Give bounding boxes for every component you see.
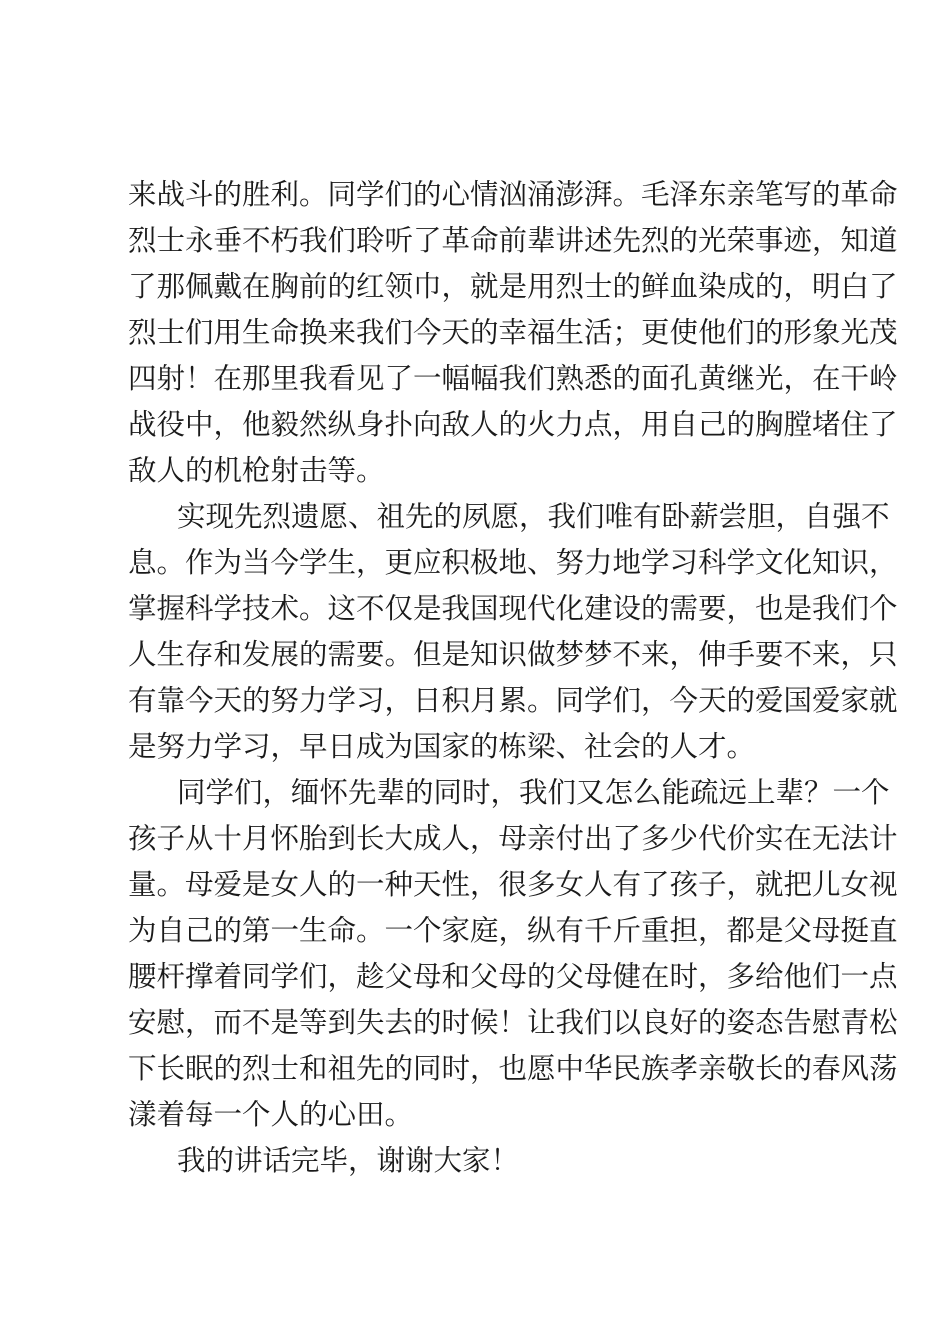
text-line: 战役中，他毅然纵身扑向敌人的火力点，用自己的胸膛堵住了	[128, 408, 898, 441]
document-body	[128, 172, 898, 1184]
text-line: 了那佩戴在胸前的红领巾，就是用烈士的鲜血染成的，明白了	[128, 270, 898, 303]
text-line: 有靠今天的努力学习，日积月累。同学们，今天的爱国爱家就	[128, 684, 898, 717]
paragraph-3	[128, 770, 898, 1138]
text-line: 下长眠的烈士和祖先的同时，也愿中华民族孝亲敬长的春风荡	[128, 1052, 898, 1085]
paragraph-4	[128, 1138, 834, 1184]
text-line: 同学们，缅怀先辈的同时，我们又怎么能疏远上辈？一个	[177, 776, 890, 809]
text-line: 来战斗的胜利。同学们的心情汹涌澎湃。毛泽东亲笔写的革命	[128, 178, 898, 211]
text-line: 敌人的机枪射击等。	[128, 454, 385, 487]
text-line: 孩子从十月怀胎到长大成人，母亲付出了多少代价实在无法计	[128, 822, 898, 855]
text-line: 腰杆撑着同学们，趁父母和父母的父母健在时，多给他们一点	[128, 960, 898, 993]
text-line: 为自己的第一生命。一个家庭，纵有千斤重担，都是父母挺直	[128, 914, 898, 947]
text-line: 我的讲话完毕，谢谢大家！	[177, 1144, 520, 1177]
text-line: 人生存和发展的需要。但是知识做梦梦不来，伸手要不来，只	[128, 638, 898, 671]
text-line: 是努力学习，早日成为国家的栋梁、社会的人才。	[128, 730, 756, 763]
paragraph-1	[128, 172, 898, 494]
paragraph-2	[128, 494, 898, 770]
text-line: 漾着每一个人的心田。	[128, 1098, 414, 1131]
text-line: 烈士永垂不朽我们聆听了革命前辈讲述先烈的光荣事迹，知道	[128, 224, 898, 257]
text-line: 实现先烈遗愿、祖先的夙愿，我们唯有卧薪尝胆，自强不	[177, 500, 890, 533]
text-line: 安慰，而不是等到失去的时候！让我们以良好的姿态告慰青松	[128, 1006, 898, 1039]
text-line: 掌握科学技术。这不仅是我国现代化建设的需要，也是我们个	[128, 592, 898, 625]
text-line: 息。作为当今学生，更应积极地、努力地学习科学文化知识，	[128, 546, 898, 579]
text-line: 烈士们用生命换来我们今天的幸福生活；更使他们的形象光茂	[128, 316, 898, 349]
text-line: 量。母爱是女人的一种天性，很多女人有了孩子，就把儿女视	[128, 868, 898, 901]
text-line: 四射！在那里我看见了一幅幅我们熟悉的面孔黄继光，在干岭	[128, 362, 898, 395]
